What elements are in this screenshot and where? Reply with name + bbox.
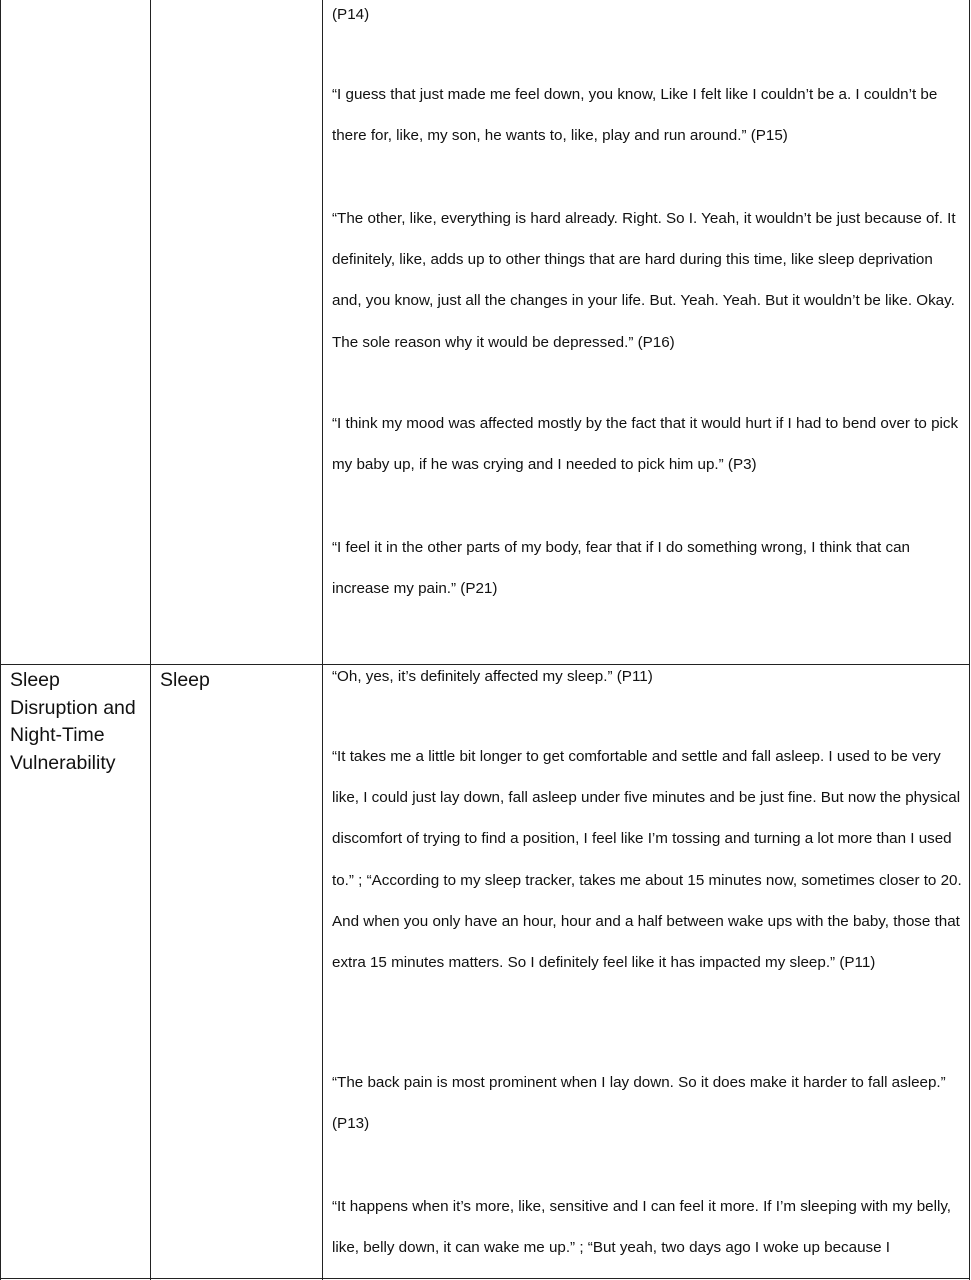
quote-p11-short: “Oh, yes, it’s definitely affected my sleep.” (P11) [332,668,653,685]
quote-continuation-p14: (P14) [332,6,370,23]
quote-p15: “I guess that just made me feel down, you know, Like I felt like I couldn’t be a. I couldn’t be there for, like, my son, he wants to, like, play and run around.” (P15) [332,86,938,145]
quote-truncated: “It happens when it’s more, like, sensitive and I can feel it more. If I’m sleeping with my belly, like, belly down, it can wake me up.” ; “But yeah, two days ago I woke up because I [332,1198,952,1257]
quote-p3: “I think my mood was affected mostly by the fact that it would hurt if I had to bend over to pick my baby up, if he was crying and I needed to pick him up.” (P3) [332,415,959,474]
quote-p16: “The other, like, everything is hard already. Right. So I. Yeah, it wouldn’t be just because of. It definitely, like, adds up to other things that are hard during this time, like sleep deprivation and, you know, just all the changes in your life. But. Yeah. Yeah. But it wouldn’t be like. Okay. The sole reason why it would be depressed.” (P16) [332,210,956,351]
subtheme-cell: Sleep [160,669,210,691]
quote-p11-long: “It takes me a little bit longer to get comfortable and settle and fall asleep. I used to be very like, I could just lay down, fall asleep under five minutes and be just fine. But now the physical discomfort of trying to find a position, I feel like I’m tossing and turning a lot more than I used to.” ; “According to my sleep tracker, takes me about 15 minutes now, sometimes closer to 20. And when you only have an hour, hour and a half between wake ups with the baby, those that extra 15 minutes matters. So I definitely feel like it has impacted my sleep.” (P11) [332,748,962,972]
table-left-border [0,0,1,1280]
table-right-border [969,0,970,1280]
quote-p21: “I feel it in the other parts of my body, fear that if I do something wrong, I think that can increase my pain.” (P21) [332,539,910,598]
column-divider-2 [322,0,323,1280]
quote-p13: “The back pain is most prominent when I lay down. So it does make it harder to fall asleep.” (P13) [332,1074,946,1133]
column-divider-1 [150,0,151,1280]
table-bottom-border [0,1278,970,1279]
theme-cell: Sleep Disruption and Night-Time Vulnerability [10,669,136,774]
